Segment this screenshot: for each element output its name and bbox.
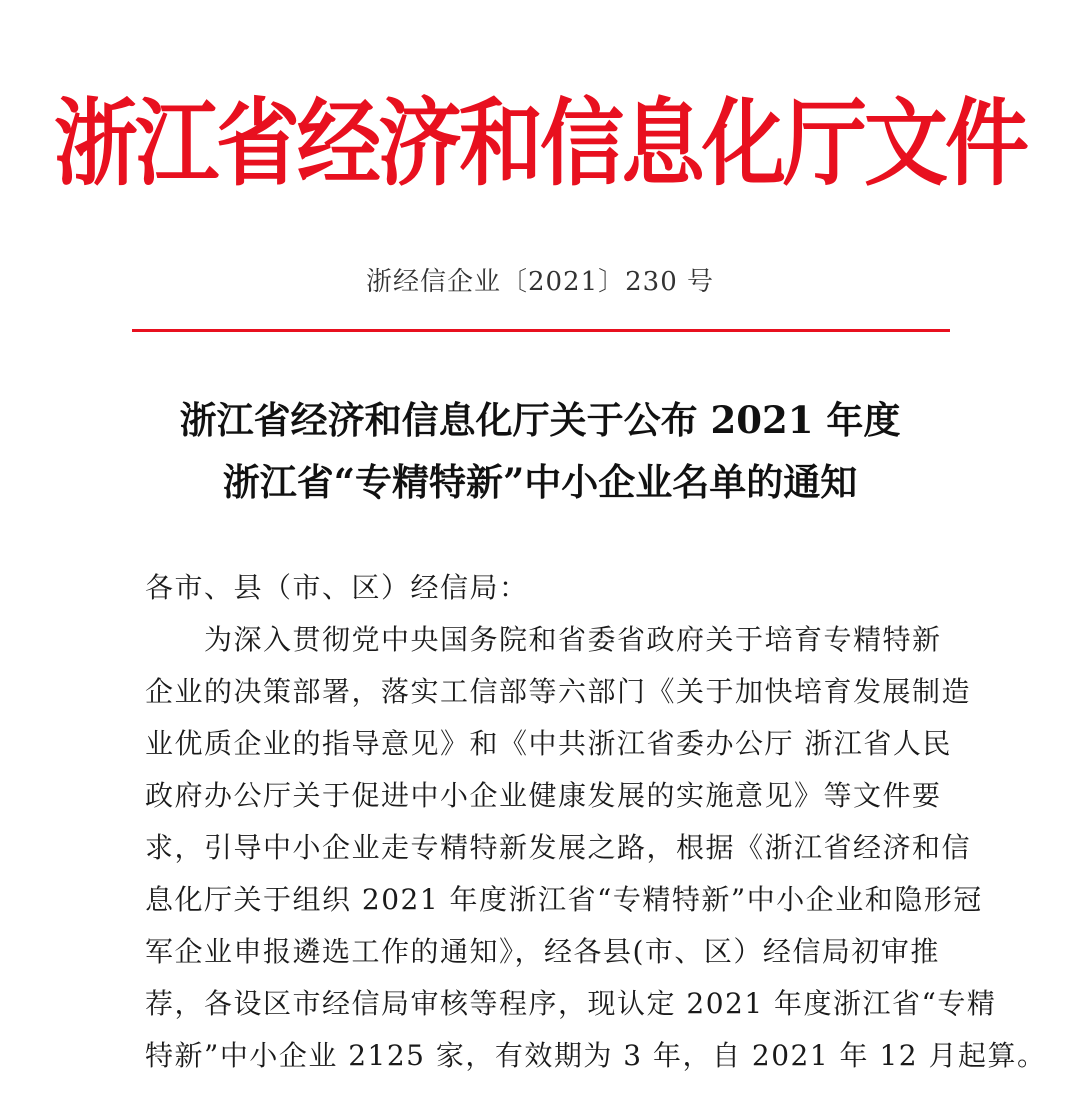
paragraph-line: 荐，各设区市经信局审核等程序，现认定 2021 年度浙江省“专精 [145, 987, 997, 1020]
red-divider [132, 329, 950, 332]
paragraph-line: 息化厅关于组织 2021 年度浙江省“专精特新”中小企业和隐形冠 [145, 883, 983, 916]
paragraph-line: 企业的决策部署，落实工信部等六部门《关于加快培育发展制造 [145, 675, 972, 708]
paragraph-line: 特新”中小企业 2125 家，有效期为 3 年，自 2021 年 12 月起算。 [145, 1039, 1047, 1072]
paragraph-line: 求，引导中小企业走专精特新发展之路，根据《浙江省经济和信 [145, 831, 972, 864]
paragraph-line: 政府办公厅关于促进中小企业健康发展的实施意见》等文件要 [145, 779, 942, 812]
paragraph-line: 军企业申报遴选工作的通知》，经各县(市、区）经信局初审推 [145, 935, 940, 968]
salutation: 各市、县（市、区）经信局： [145, 571, 529, 604]
masthead-title: 浙江省经济和信息化厅文件 [53, 87, 1026, 199]
document-number: 浙经信企业〔2021〕230 号 [365, 267, 715, 297]
notice-title-line-1: 浙江省经济和信息化厅关于公布 2021 年度 [179, 398, 901, 442]
notice-title-line-2: 浙江省“专精特新”中小企业名单的通知 [222, 460, 858, 504]
paragraph-line: 为深入贯彻党中央国务院和省委省政府关于培育专精特新 [145, 623, 942, 656]
paragraph-line: 业优质企业的指导意见》和《中共浙江省委办公厅 浙江省人民 [145, 727, 952, 760]
